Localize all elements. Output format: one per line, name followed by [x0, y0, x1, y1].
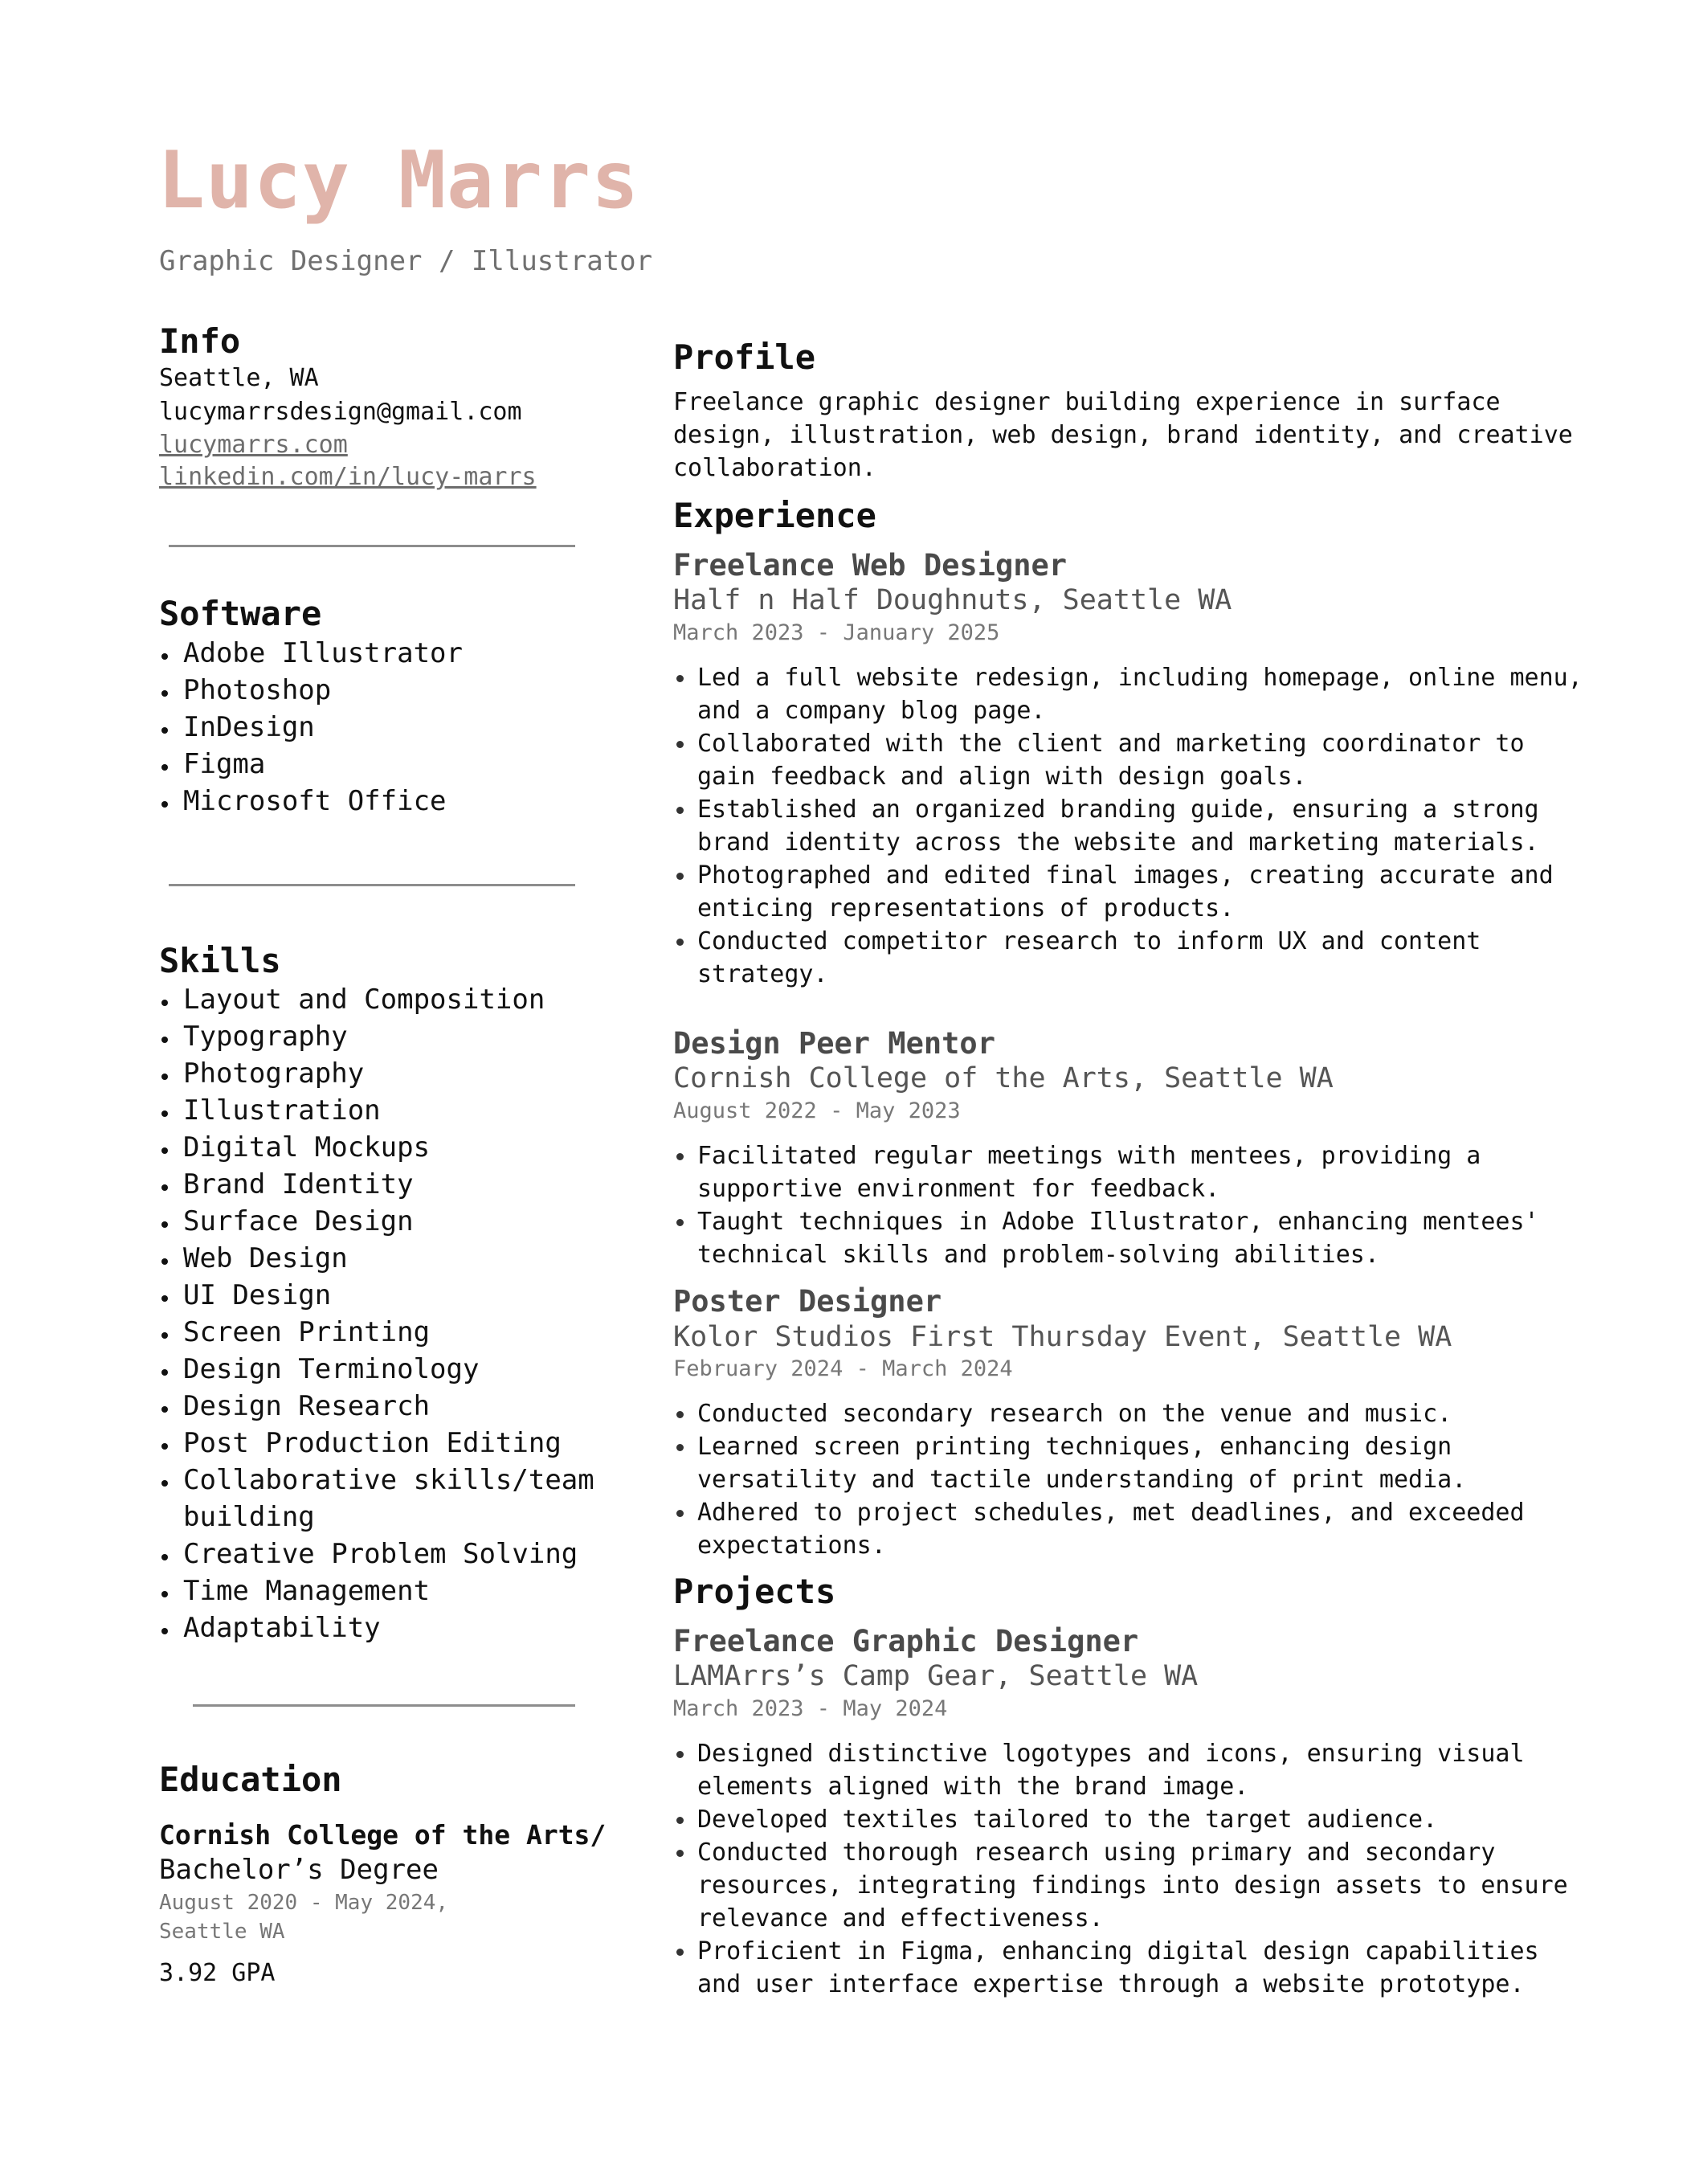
- email-text: lucymarrsdesign@gmail.com: [159, 398, 522, 427]
- education-heading: Education: [159, 1760, 342, 1800]
- projects-heading: Projects: [673, 1572, 836, 1612]
- role-bullet: Facilitated regular meetings with mentees, providing a supportive environment for feedback.: [673, 1139, 1589, 1205]
- section-divider: [169, 884, 575, 886]
- software-list: [159, 635, 609, 820]
- role-bullet: Photographed and edited final images, creating accurate and enticing representations of products.: [673, 859, 1589, 925]
- role-bullet: Conducted thorough research using primary and secondary resources, integrating findings into design assets to ensure relevance and effectiveness.: [673, 1836, 1589, 1935]
- candidate-title: Graphic Designer / Illustrator: [159, 245, 653, 277]
- role-bullets: [673, 1737, 1589, 2001]
- skill-item: Creative Problem Solving: [159, 1536, 609, 1573]
- role-dates: February 2024 - March 2024: [673, 1356, 1013, 1382]
- info-heading: Info: [159, 321, 241, 361]
- skill-item: Time Management: [159, 1573, 609, 1609]
- software-item: Adobe Illustrator: [159, 635, 609, 672]
- role-bullets: [673, 1139, 1589, 1271]
- education-school: Cornish College of the Arts/: [159, 1818, 607, 1851]
- role-entry: [673, 1026, 1589, 1271]
- education-location: Seattle WA: [159, 1919, 285, 1944]
- role-bullet: Learned screen printing techniques, enhancing design versatility and tactile understanding of print media.: [673, 1430, 1589, 1496]
- skill-item: Layout and Composition: [159, 981, 609, 1018]
- section-divider: [169, 545, 575, 547]
- skill-item: Design Research: [159, 1388, 609, 1425]
- role-bullet: Conducted secondary research on the venue and music.: [673, 1397, 1589, 1430]
- role-dates: August 2022 - May 2023: [673, 1098, 961, 1124]
- skill-item: Photography: [159, 1055, 609, 1092]
- left-column: [159, 321, 609, 1989]
- profile-section: [673, 337, 1589, 485]
- education-section: [159, 1760, 609, 1988]
- skill-item: Collaborative skills/team building: [159, 1462, 609, 1536]
- skills-list: [159, 981, 609, 1646]
- skills-section: [159, 941, 609, 1646]
- skill-item: Screen Printing: [159, 1314, 609, 1351]
- role-bullet: Conducted competitor research to inform UX and content strategy.: [673, 925, 1589, 991]
- role-organization: Cornish College of the Arts, Seattle WA: [673, 1062, 1334, 1095]
- section-divider: [193, 1704, 575, 1707]
- info-section: [159, 321, 609, 493]
- experience-heading: Experience: [673, 496, 876, 536]
- software-heading: Software: [159, 594, 322, 634]
- role-title: Freelance Graphic Designer: [673, 1623, 1139, 1658]
- role-organization: Half n Half Doughnuts, Seattle WA: [673, 584, 1232, 617]
- role-bullets: [673, 1397, 1589, 1562]
- education-degree: Bachelor’s Degree: [159, 1854, 439, 1887]
- website-link[interactable]: lucymarrs.com: [159, 431, 348, 460]
- role-bullet: Taught techniques in Adobe Illustrator, enhancing mentees' technical skills and problem-solving abilities.: [673, 1205, 1589, 1271]
- projects-list: [673, 1624, 1589, 2001]
- skill-item: Surface Design: [159, 1203, 609, 1240]
- software-section: [159, 594, 609, 819]
- role-title: Poster Designer: [673, 1284, 942, 1319]
- skill-item: Post Production Editing: [159, 1425, 609, 1462]
- profile-heading: Profile: [673, 337, 816, 377]
- profile-text: Freelance graphic designer building experience in surface design, illustration, web design, brand identity, and creative collaboration.: [673, 388, 1573, 483]
- right-column: [673, 337, 1589, 2001]
- role-title: Design Peer Mentor: [673, 1026, 995, 1061]
- role-bullets: [673, 661, 1589, 991]
- software-item: InDesign: [159, 709, 609, 746]
- skill-item: Illustration: [159, 1092, 609, 1129]
- role-dates: March 2023 - May 2024: [673, 1696, 948, 1722]
- role-entry: [673, 1284, 1589, 1562]
- role-bullet: Collaborated with the client and marketing coordinator to gain feedback and align with design goals.: [673, 727, 1589, 793]
- role-bullet: Established an organized branding guide, ensuring a strong brand identity across the website and marketing materials.: [673, 793, 1589, 859]
- education-gpa: 3.92 GPA: [159, 1958, 276, 1987]
- experience-section: [673, 496, 1589, 1562]
- skill-item: UI Design: [159, 1277, 609, 1314]
- skill-item: Typography: [159, 1018, 609, 1055]
- role-bullet: Adhered to project schedules, met deadlines, and exceeded expectations.: [673, 1496, 1589, 1562]
- education-dates: August 2020 - May 2024,: [159, 1890, 449, 1915]
- linkedin-link[interactable]: linkedin.com/in/lucy-marrs: [159, 463, 537, 492]
- software-item: Photoshop: [159, 672, 609, 709]
- skill-item: Digital Mockups: [159, 1129, 609, 1166]
- location-text: Seattle, WA: [159, 364, 319, 393]
- skill-item: Adaptability: [159, 1609, 609, 1646]
- role-dates: March 2023 - January 2025: [673, 620, 1000, 645]
- role-entry: [673, 1624, 1589, 2001]
- skill-item: Brand Identity: [159, 1166, 609, 1203]
- role-bullet: Designed distinctive logotypes and icons, ensuring visual elements aligned with the brand image.: [673, 1737, 1589, 1803]
- role-bullet: Developed textiles tailored to the target audience.: [673, 1803, 1589, 1836]
- candidate-name: Lucy Marrs: [157, 135, 640, 227]
- experience-list: [673, 548, 1589, 1563]
- role-title: Freelance Web Designer: [673, 547, 1068, 583]
- skills-heading: Skills: [159, 940, 281, 980]
- skill-item: Web Design: [159, 1240, 609, 1277]
- role-bullet: Proficient in Figma, enhancing digital design capabilities and user interface expertise through a website prototype.: [673, 1935, 1589, 2001]
- role-bullet: Led a full website redesign, including homepage, online menu, and a company blog page.: [673, 661, 1589, 727]
- role-entry: [673, 548, 1589, 991]
- role-organization: Kolor Studios First Thursday Event, Seattle WA: [673, 1320, 1452, 1353]
- software-item: Microsoft Office: [159, 783, 609, 820]
- software-item: Figma: [159, 746, 609, 783]
- role-organization: LAMArrs’s Camp Gear, Seattle WA: [673, 1660, 1199, 1693]
- projects-section: [673, 1572, 1589, 2001]
- skill-item: Design Terminology: [159, 1351, 609, 1388]
